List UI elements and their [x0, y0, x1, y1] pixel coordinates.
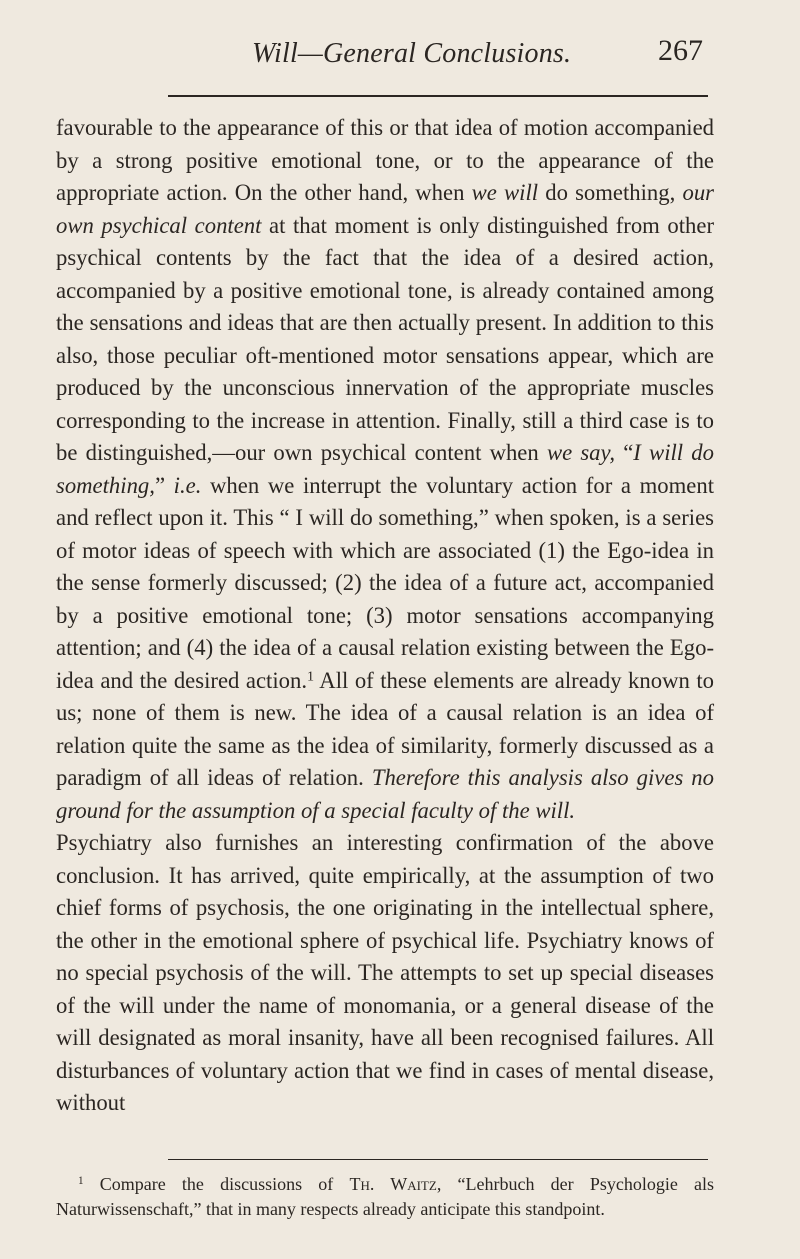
italic-run: Therefore this analysis also gives no ground for the assumption of a special faculty of the will.	[56, 765, 714, 823]
italic-run: I will do something,	[56, 440, 714, 498]
text-run: ”	[154, 472, 174, 498]
footnote-text: Compare the discussions of	[83, 1174, 350, 1194]
footnote-text: “Lehrbuch der Psychologie als Naturwissenschaft,” that in many respects already anticipate this standpoint.	[56, 1174, 714, 1219]
footnote-reference[interactable]: 1	[307, 667, 315, 684]
paragraph-1	[56, 112, 714, 827]
text-run: All of these elements are already known to us; none of them is new. The idea of a causal relation is an idea of relation quite the same as the idea of similarity, formerly discussed as a paradigm of all ideas of relation.	[56, 667, 714, 790]
text-run: at that moment is only distinguished from other psychical contents by the fact that the idea of a desired action, accompanied by a positive emotional tone, is already contained among the sensations and ideas that are then actually present. In addition to this also, those peculiar oft-mentioned motor sensations appear, which are produced by the unconscious innervation of the appropriate muscles corresponding to the increase in attention. Finally, still a third case is to be distinguished,—our own psychical content when	[56, 212, 714, 465]
header-rule	[168, 95, 708, 97]
italic-run: we say,	[546, 440, 616, 465]
footnote-author: Th. Waitz,	[349, 1174, 442, 1194]
page-number: 267	[658, 34, 703, 67]
italic-run: our own psychical content	[56, 180, 714, 238]
text-run: favourable to the appearance of this or that idea of motion accompanied by a strong positive emotional tone, or to the appearance of the appropriate action. On the other hand, when	[56, 115, 714, 205]
footnote-rule	[168, 1159, 708, 1160]
text-run: do something,	[538, 180, 683, 205]
footnote	[56, 1172, 714, 1222]
text-run: when we interrupt the voluntary action for a moment and reflect upon it. This “ I will do something,” when spoken, is a series of motor ideas of speech with which are associated (1) the Ego-idea in the sense formerly discussed; (2) the idea of a future act, accompanied by a positive emotional tone; (3) motor sensations accompanying attention; and (4) the idea of a causal relation existing between the Ego-idea and the desired action.	[56, 472, 714, 693]
text-run: “	[615, 440, 634, 465]
paragraph-2: Psychiatry also furnishes an interesting confirmation of the above conclusion. It has arrived, quite empirically, at the assumption of two chief forms of psychosis, the one originating in the intellectual sphere, the other in the emotional sphere of psychical life. Psychiatry knows of no special psychosis of the will. The attempts to set up special diseases of the will under the name of monomania, or a general disease of the will designated as moral insanity, have all been recognised failures. All disturbances of voluntary action that we find in cases of mental disease, without	[56, 830, 714, 1115]
body-text	[56, 112, 714, 1120]
italic-run: i.e.	[173, 472, 202, 498]
running-title: Will—General Conclusions.	[252, 38, 572, 69]
footnote-marker: 1	[78, 1174, 84, 1187]
italic-run: we will	[471, 180, 539, 205]
